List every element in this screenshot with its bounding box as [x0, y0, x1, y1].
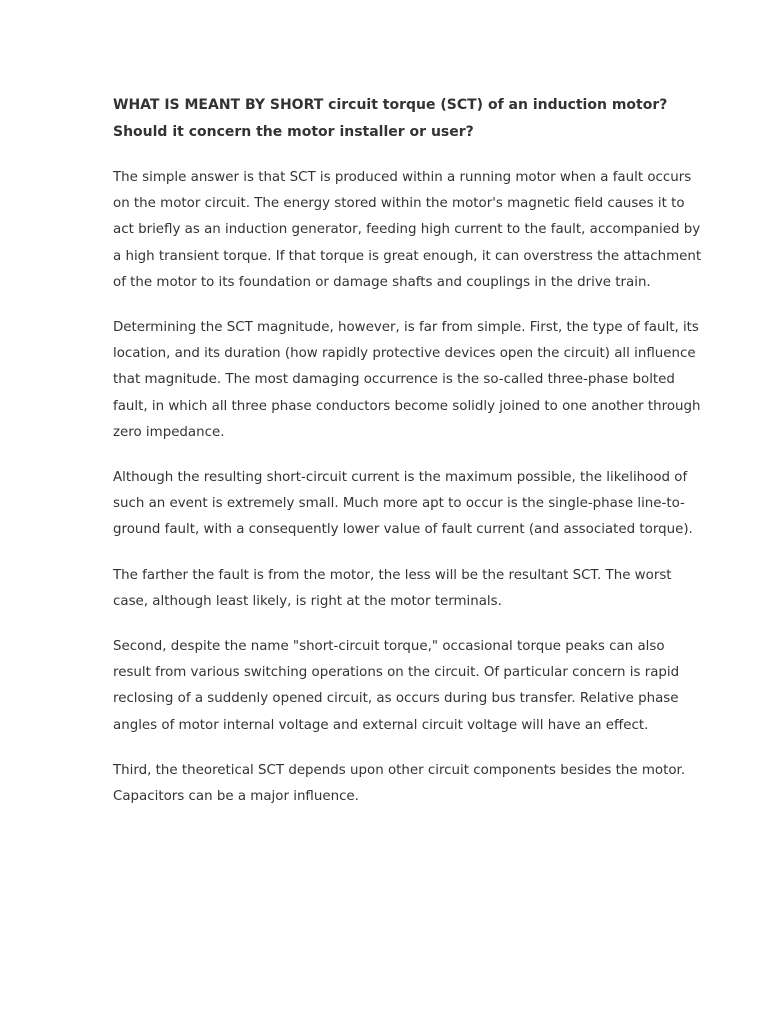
paragraph-4: The farther the fault is from the motor, the less will be the resultant SCT. The worst case, although least likely, is right at the motor terminals.	[113, 567, 672, 609]
paragraph-5: Second, despite the name "short-circuit torque," occasional torque peaks can also result from various switching operations on the circuit. Of particular concern is rapid reclosing of a suddenly opened circuit, as occurs during bus transfer. Relative phase angles of motor internal voltage and external circuit voltage will have an effect.	[113, 639, 680, 733]
document-heading: WHAT IS MEANT BY SHORT circuit torque (SCT) of an induction motor? Should it concern the motor installer or user?	[113, 97, 668, 140]
paragraph-2: Determining the SCT magnitude, however, is far from simple. First, the type of fault, its location, and its duration (how rapidly protective devices open the circuit) all influence that magnitude. The most damaging occurrence is the so-called three-phase bolted fault, in which all three phase conductors become solidly joined to one another through zero impedance.	[113, 320, 701, 440]
paragraph-3: Although the resulting short-circuit current is the maximum possible, the likelihood of such an event is extremely small. Much more apt to occur is the single-phase line-to-ground fault, with a consequently lower value of fault current (and associated torque).	[113, 470, 693, 538]
document-page	[113, 92, 703, 829]
paragraph-1: The simple answer is that SCT is produced within a running motor when a fault occurs on the motor circuit. The energy stored within the motor's magnetic field causes it to act briefly as an induction generator, feeding high current to the fault, accompanied by a high transient torque. If that torque is great enough, it can overstress the attachment of the motor to its foundation or damage shafts and couplings in the drive train.	[113, 170, 702, 290]
paragraph-6: Third, the theoretical SCT depends upon other circuit components besides the motor. Capacitors can be a major influence.	[113, 762, 686, 805]
